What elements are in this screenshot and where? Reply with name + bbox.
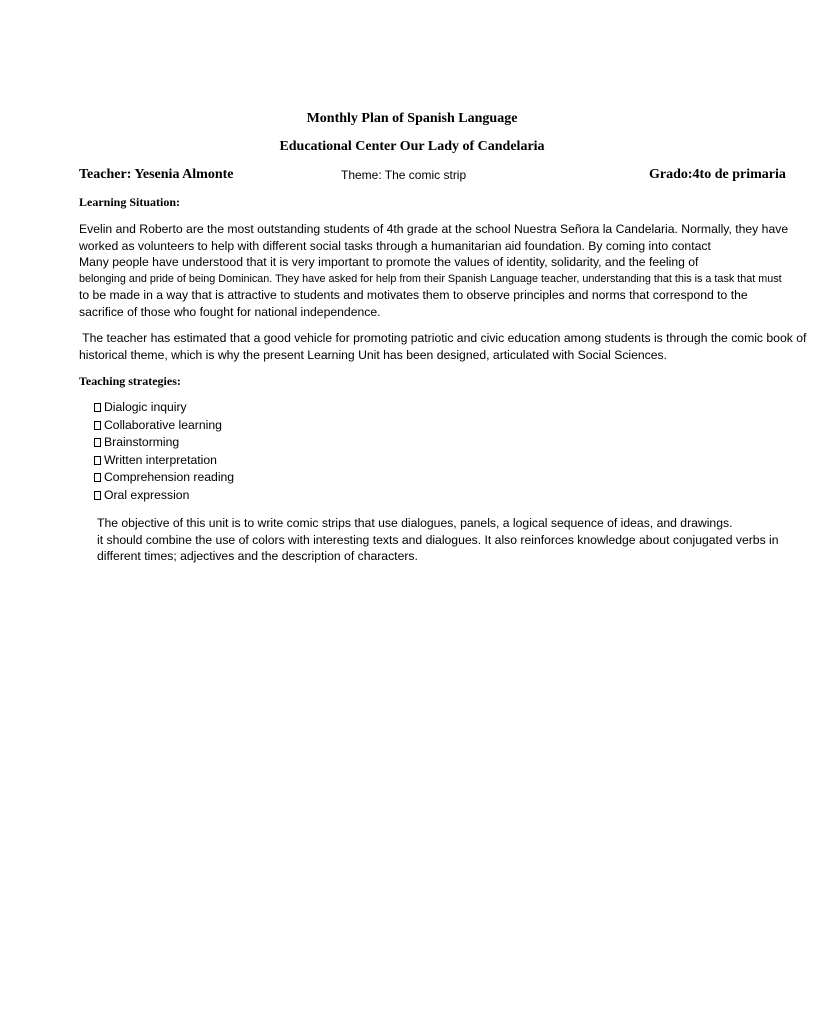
paragraph-line: worked as volunteers to help with different social tasks through a humanitarian aid foundation. By coming into contact xyxy=(79,238,711,253)
bullet-box-icon xyxy=(94,456,101,465)
paragraph-line: belonging and pride of being Dominican. They have asked for help from their Spanish Language teacher, understanding that this is a task that must xyxy=(79,272,782,285)
objective-paragraph xyxy=(97,515,779,565)
paragraph-line: different times; adjectives and the description of characters. xyxy=(97,549,418,563)
bullet-box-icon xyxy=(94,473,101,482)
list-item: Brainstorming xyxy=(94,434,234,452)
paragraph-line: The teacher has estimated that a good vehicle for promoting patriotic and civic education among students is through the comic book of xyxy=(79,331,807,345)
document-title: Monthly Plan of Spanish Language xyxy=(306,111,518,126)
list-item: Dialogic inquiry xyxy=(94,399,234,417)
strategies-list xyxy=(94,399,234,505)
teacher-estimate-paragraph xyxy=(79,330,806,363)
list-item: Collaborative learning xyxy=(94,417,234,435)
bullet-box-icon xyxy=(94,491,101,500)
list-item: Oral expression xyxy=(94,487,234,505)
paragraph-line: Many people have understood that it is very important to promote the values of identity, solidarity, and the feeling of xyxy=(79,255,699,269)
bullet-box-icon xyxy=(94,438,101,447)
paragraph-line: it should combine the use of colors with interesting texts and dialogues. It also reinforces knowledge about conjugated verbs in xyxy=(97,532,779,547)
grade-label: Grado:4to de primaria xyxy=(649,167,786,182)
list-item: Comprehension reading xyxy=(94,469,234,487)
teacher-name: Teacher: Yesenia Almonte xyxy=(79,167,234,182)
theme-label: Theme: The comic strip xyxy=(341,168,467,182)
learning-situation-heading: Learning Situation: xyxy=(79,195,181,209)
paragraph-line: to be made in a way that is attractive to students and motivates them to observe principles and norms that correspond to the xyxy=(79,288,748,302)
paragraph-line: sacrifice of those who fought for national independence. xyxy=(79,304,381,319)
list-item: Written interpretation xyxy=(94,452,234,470)
teaching-strategies-heading: Teaching strategies: xyxy=(79,374,181,388)
paragraph-line: The objective of this unit is to write comic strips that use dialogues, panels, a logical sequence of ideas, and drawings. xyxy=(97,516,733,530)
document-subtitle: Educational Center Our Lady of Candelaria xyxy=(279,139,545,154)
learning-situation-paragraph xyxy=(79,221,788,320)
paragraph-line: historical theme, which is why the present Learning Unit has been designed, articulated with Social Sciences. xyxy=(79,347,668,362)
bullet-box-icon xyxy=(94,421,101,430)
bullet-box-icon xyxy=(94,403,101,412)
paragraph-line: Evelin and Roberto are the most outstanding students of 4th grade at the school Nuestra Señora la Candelaria. Normally, they have xyxy=(79,222,789,236)
